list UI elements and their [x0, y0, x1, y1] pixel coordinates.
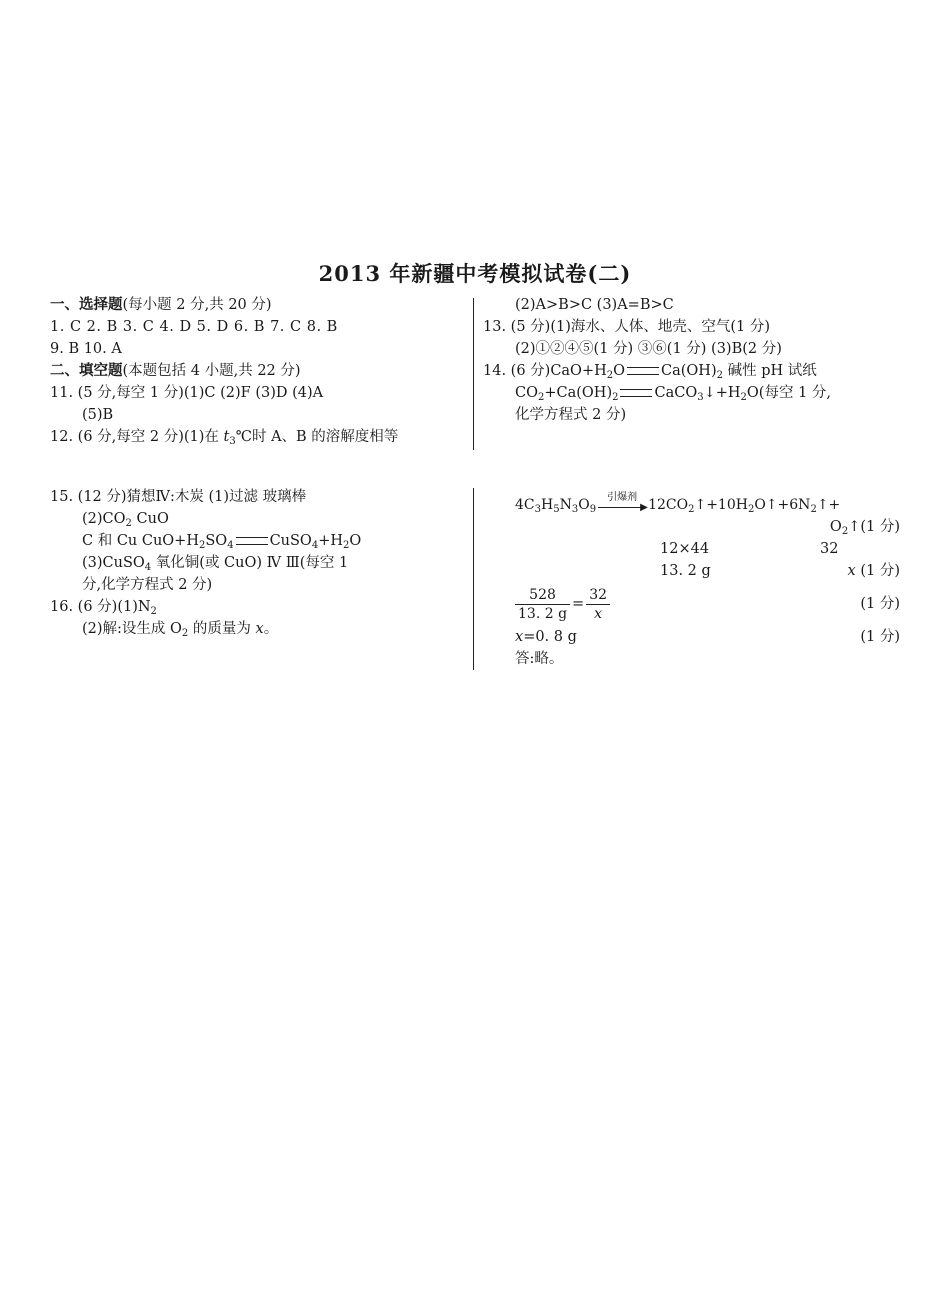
column-divider-top: [473, 298, 474, 450]
bottom-right-column: [515, 494, 900, 670]
answer-16: 16. (6 分)$(1)N_2$: [50, 599, 157, 617]
answer-15-line5: 分,化学方程式 2 分): [82, 577, 213, 593]
page-title: 2013 年新疆中考模拟试卷(二): [318, 261, 632, 286]
answer-12: 12. (6 分,每空 2 分)(1)在 $t_3℃$时 A、B 的溶解度相等: [50, 429, 399, 447]
answer-13-cont: (2)①②④⑤(1 分) ③⑥(1 分) (3)B(2 分): [515, 341, 782, 357]
proportion-equation: $\frac{528}{13. 2 g}$ = $\frac{32}{x}$ (1 分): [515, 582, 900, 626]
answer-line-9-10: 9. B 10. A: [50, 341, 122, 357]
column-divider-bottom: [473, 488, 474, 670]
section-2-heading: 二、填空题(本题包括 4 小题,共 22 分): [50, 362, 301, 379]
answer-14: 14. (6 分)$CaO+H_2O$ $Ca(OH)_2$ 碱性 pH 试纸: [483, 363, 817, 381]
answer-15-equation: C 和 Cu $CuO+H_2SO_4$ $CuSO_4+H_2O$: [82, 533, 362, 551]
answer-11-cont: (5)B: [82, 407, 114, 423]
top-left-column: [50, 294, 465, 448]
answer-11: 11. (5 分,每空 1 分)(1)C (2)F (3)D (4)A: [50, 385, 324, 401]
double-bond-sign: [620, 389, 652, 397]
answer-13: 13. (5 分)(1)海水、人体、地壳、空气(1 分): [483, 319, 771, 335]
reaction-arrow: 引爆剂 ▶: [598, 494, 646, 516]
fraction-left: $\frac{528}{13. 2 g}$: [515, 586, 570, 623]
double-bond-sign: [627, 367, 659, 375]
fraction-right: $\frac{32}{x}$: [586, 586, 610, 623]
bottom-left-column: [50, 486, 465, 640]
answer-16-line2: (2)解:设生成 $O_2$ 的质量为 x。: [82, 621, 279, 639]
result-line: x=0. 8 g (1 分): [515, 629, 900, 645]
reaction-equation: $4C_3H_5N_3O_9$ 引爆剂 ▶ $12CO_2↑+10H_2O↑+6N_2↑+$: [515, 492, 841, 515]
answer-15-line4: (3)CuSO$_4$ 氧化铜(或 CuO) Ⅳ Ⅲ(每空 1: [82, 555, 349, 573]
answer-15: 15. (12 分)猜想Ⅳ:木炭 (1)过滤 玻璃棒: [50, 489, 307, 505]
section-1-heading: 一、选择题(每小题 2 分,共 20 分): [50, 296, 272, 313]
answer-15-line2: $(2)CO_2$ CuO: [82, 511, 169, 529]
double-bond-sign: [236, 537, 268, 545]
ratio-row-1: 12×44 32: [660, 541, 839, 557]
answer-conclusion: 答:略。: [515, 651, 564, 667]
answer-12-cont: (2)A>B>C (3)A=B>C: [515, 297, 674, 313]
answer-14-equation: $CO_2+Ca(OH)_2$ $CaCO_3↓+H_2O$(每空 1 分,: [515, 385, 832, 403]
reaction-equation-cont: $O_2↑(1$ 分): [829, 519, 900, 537]
answer-14-cont: 化学方程式 2 分): [515, 407, 627, 423]
answer-line-1-8: 1. C 2. B 3. C 4. D 5. D 6. B 7. C 8. B: [50, 319, 338, 335]
top-right-column: [483, 294, 903, 426]
ratio-row-2: 13. 2 g x (1 分): [660, 563, 900, 579]
